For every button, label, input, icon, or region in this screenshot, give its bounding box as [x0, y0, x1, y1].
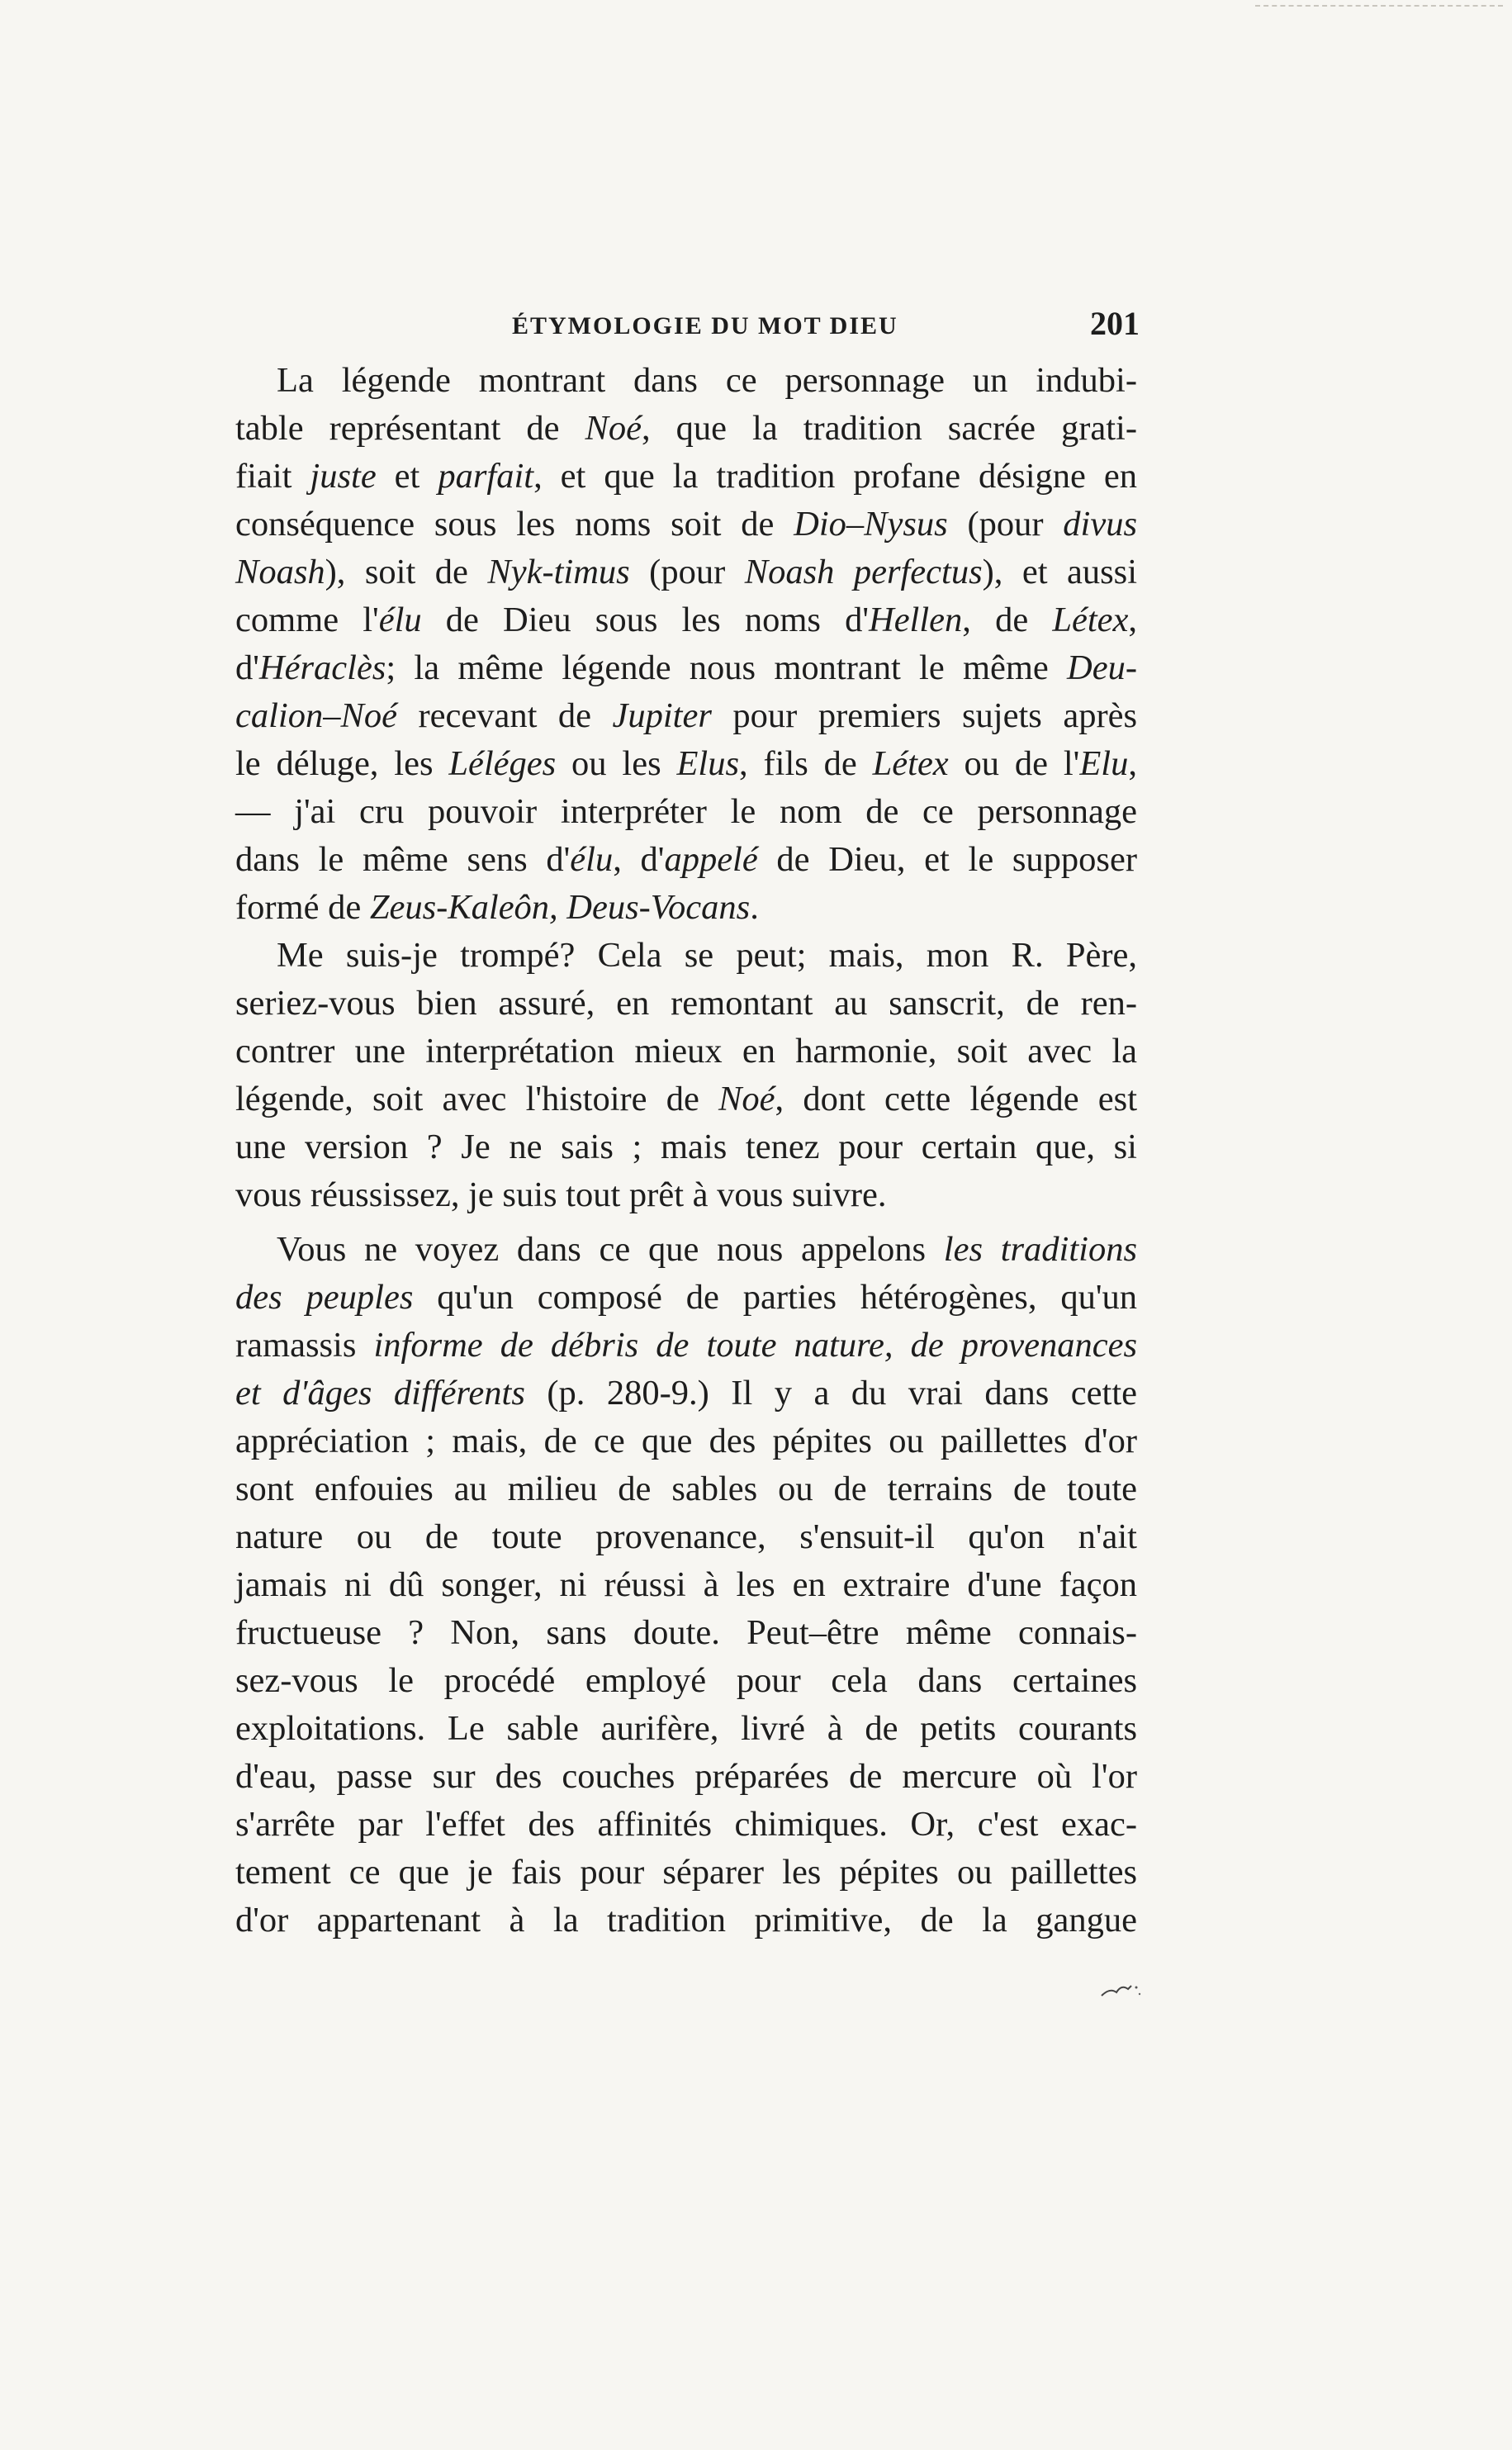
italic-span: Létex — [1052, 601, 1129, 639]
text-span: ou les — [556, 744, 677, 783]
text-span: , — [1128, 744, 1137, 783]
text-line — [235, 357, 1137, 405]
italic-span: Noash — [235, 553, 325, 591]
text-line — [235, 1465, 1137, 1513]
text-span: (pour — [629, 553, 745, 591]
italic-span: Nyk-timus — [487, 553, 630, 591]
text-span: , que la tradition sacrée grati- — [641, 409, 1138, 448]
text-span: qu'un composé de parties hétérogènes, qu'un — [413, 1278, 1137, 1317]
text-line — [235, 1322, 1137, 1370]
text-line — [235, 836, 1137, 884]
text-line — [235, 1370, 1137, 1417]
text-span: d'or appartenant à la tradition primitive, de la gangue — [235, 1901, 1137, 1940]
italic-span: et d'âges différents — [235, 1374, 525, 1413]
italic-span: Létex — [872, 744, 949, 783]
ink-smudge-mark — [1098, 1978, 1148, 2002]
text-span: nature ou de toute provenance, s'ensuit-il qu'on n'ait — [235, 1517, 1137, 1556]
text-span: d' — [235, 648, 259, 687]
text-span: , d' — [613, 840, 665, 879]
italic-span: Zeus-Kaleôn, Deus-Vocans — [369, 888, 751, 927]
text-line — [235, 644, 1137, 692]
text-span: . — [750, 888, 759, 927]
text-line — [235, 1417, 1137, 1465]
text-span: seriez-vous bien assuré, en remontant au sanscrit, de ren- — [235, 984, 1137, 1023]
text-span: jamais ni dû songer, ni réussi à les en extraire d'une façon — [235, 1565, 1137, 1604]
text-line — [235, 1897, 1137, 1944]
text-span: — j'ai cru pouvoir interpréter le nom de ce personnage — [235, 792, 1137, 831]
text-line — [235, 1657, 1137, 1705]
italic-span: appelé — [664, 840, 758, 879]
text-span: légende, soit avec l'histoire de — [235, 1080, 719, 1118]
page-edge-speckle — [1255, 5, 1503, 9]
italic-span: calion–Noé — [235, 696, 397, 735]
text-span: , dont cette légende est — [775, 1080, 1138, 1118]
text-line — [235, 1849, 1137, 1897]
text-span: fiait — [235, 457, 310, 496]
text-span: sont enfouies au milieu de sables ou de terrains de toute — [235, 1470, 1137, 1508]
text-span: tement ce que je fais pour séparer les pépites ou paillettes — [235, 1853, 1137, 1892]
text-line — [235, 1274, 1137, 1322]
text-span: recevant de — [396, 696, 613, 735]
body-text — [235, 357, 1137, 1944]
text-line — [235, 1609, 1137, 1657]
text-line — [235, 1075, 1137, 1123]
text-span: et — [376, 457, 438, 496]
text-span: dans le même sens d' — [235, 840, 571, 879]
italic-span: divus — [1063, 505, 1138, 544]
text-span: d'eau, passe sur des couches préparées de mercure où l'or — [235, 1757, 1137, 1796]
italic-span: Jupiter — [612, 696, 712, 735]
italic-span: juste — [310, 457, 377, 496]
text-span: de Dieu sous les noms d' — [421, 601, 869, 639]
text-line — [235, 1753, 1137, 1801]
italic-span: Deu- — [1067, 648, 1137, 687]
italic-span: des peuples — [235, 1278, 414, 1317]
text-span: , de — [962, 601, 1053, 639]
text-span: , — [1128, 601, 1137, 639]
text-span: conséquence sous les noms soit de — [235, 505, 794, 544]
italic-span: parfait — [438, 457, 534, 496]
text-line — [235, 1226, 1137, 1274]
text-line — [235, 548, 1137, 596]
italic-span: élu — [378, 601, 422, 639]
text-span: Me suis-je trompé? Cela se peut; mais, mon R. Père, — [277, 936, 1137, 975]
text-line — [235, 692, 1137, 740]
text-span: comme l' — [235, 601, 379, 639]
text-line — [235, 453, 1137, 501]
text-span: , fils de — [739, 744, 873, 783]
text-span: (p. 280-9.) Il y a du vrai dans cette — [524, 1374, 1137, 1413]
italic-span: Noé — [718, 1080, 775, 1118]
text-span: ramassis — [235, 1326, 374, 1365]
running-title: ÉTYMOLOGIE DU MOT DIEU — [512, 312, 898, 339]
text-line — [235, 980, 1137, 1028]
text-line — [235, 1171, 1137, 1219]
text-line — [235, 1561, 1137, 1609]
text-line — [235, 1705, 1137, 1753]
text-span: s'arrête par l'effet des affinités chimiques. Or, c'est exac- — [235, 1805, 1137, 1844]
text-span: sez-vous le procédé employé pour cela dans certaines — [235, 1661, 1137, 1700]
text-span: fructueuse ? Non, sans doute. Peut–être même connais- — [235, 1613, 1137, 1652]
text-span: contrer une interprétation mieux en harmonie, soit avec la — [235, 1032, 1137, 1071]
page-number: 201 — [1090, 305, 1140, 342]
text-span: une version ? Je ne sais ; mais tenez pour certain que, si — [235, 1128, 1137, 1166]
italic-span: Héraclès — [258, 648, 386, 687]
italic-span: Hellen — [869, 601, 963, 639]
text-span: La légende montrant dans ce personnage un indubi- — [277, 361, 1137, 400]
italic-span: Dio–Nysus — [794, 505, 948, 544]
page-header — [231, 304, 1140, 354]
text-span: de Dieu, et le supposer — [757, 840, 1137, 879]
text-line — [235, 1123, 1137, 1171]
text-span: formé de — [235, 888, 370, 927]
text-line — [235, 884, 1137, 932]
italic-span: Elus — [676, 744, 740, 783]
text-line — [235, 740, 1137, 788]
text-span: ), soit de — [325, 553, 488, 591]
text-span: , et que la tradition profane désigne en — [533, 457, 1137, 496]
text-line — [235, 501, 1137, 548]
text-line — [235, 1513, 1137, 1561]
text-span: (pour — [947, 505, 1064, 544]
text-line — [235, 596, 1137, 644]
italic-span: informe de débris de toute nature, de provenances — [373, 1326, 1137, 1365]
text-line — [235, 1801, 1137, 1849]
text-line — [235, 788, 1137, 836]
text-span: vous réussissez, je suis tout prêt à vous suivre. — [235, 1175, 887, 1214]
text-span: le déluge, les — [235, 744, 449, 783]
text-span: Vous ne voyez dans ce que nous appelons — [277, 1230, 944, 1269]
text-span: appréciation ; mais, de ce que des pépites ou paillettes d'or — [235, 1422, 1137, 1460]
italic-span: Léléges — [448, 744, 557, 783]
text-line — [235, 405, 1137, 453]
text-line — [235, 1028, 1137, 1075]
italic-span: Noé — [585, 409, 642, 448]
text-span: table représentant de — [235, 409, 585, 448]
text-line — [235, 932, 1137, 980]
text-span: ou de l' — [948, 744, 1080, 783]
text-span: ; la même légende nous montrant le même — [386, 648, 1068, 687]
text-span: ), et aussi — [982, 553, 1138, 591]
italic-span: les traditions — [943, 1230, 1137, 1269]
text-span: pour premiers sujets après — [711, 696, 1138, 735]
italic-span: élu — [570, 840, 614, 879]
italic-span: Noash perfectus — [744, 553, 983, 591]
text-span: exploitations. Le sable aurifère, livré à de petits courants — [235, 1709, 1137, 1748]
italic-span: Elu — [1079, 744, 1129, 783]
